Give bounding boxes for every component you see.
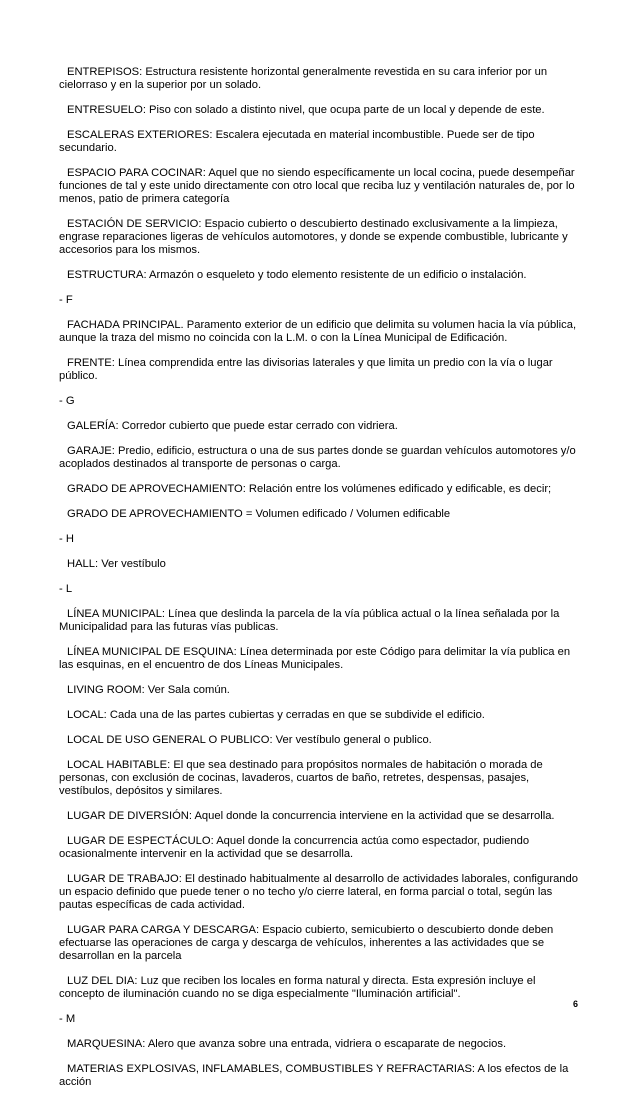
section-letter: - M <box>59 1013 76 1025</box>
definition-paragraph: LÍNEA MUNICIPAL: Línea que deslinda la parcela de la vía pública actual o la línea señalada por la Municipalidad para las futuras vías publicas. <box>59 608 560 633</box>
definition-paragraph: ENTRESUELO: Piso con solado a distinto nivel, que ocupa parte de un local y depende de este. <box>67 104 545 116</box>
section-letter: - G <box>59 395 75 407</box>
definition-paragraph: LOCAL HABITABLE: El que sea destinado para propósitos normales de habitación o morada de personas, con exclusión de cocinas, lavaderos, cuartos de baño, retretes, despensas, pasajes, vestíbulos, depósitos y similares. <box>59 759 543 797</box>
definition-paragraph: LUGAR DE ESPECTÁCULO: Aquel donde la concurrencia actúa como espectador, pudiendo ocasionalmente intervenir en la actividad que se desarrolla. <box>59 835 530 860</box>
section-letter: - H <box>59 533 74 545</box>
definition-paragraph: GRADO DE APROVECHAMIENTO = Volumen edificado / Volumen edificable <box>67 508 451 520</box>
definition-paragraph: GARAJE: Predio, edificio, estructura o una de sus partes donde se guardan vehículos automotores y/o acoplados destinados al transporte de personas o carga. <box>59 445 576 470</box>
definition-paragraph: ENTREPISOS: Estructura resistente horizontal generalmente revestida en su cara inferior por un cielorraso y en la superior por un solado. <box>59 66 548 91</box>
document-body <box>59 66 581 1101</box>
definition-paragraph: LUGAR DE DIVERSIÓN: Aquel donde la concurrencia interviene en la actividad que se desarrolla. <box>67 810 555 822</box>
definition-paragraph: FACHADA PRINCIPAL. Paramento exterior de un edificio que delimita su volumen hacia la vía pública, aunque la traza del mismo no coincida con la L.M. o con la Línea Municipal de Edificación. <box>59 319 577 344</box>
definition-paragraph: MARQUESINA: Alero que avanza sobre una entrada, vidriera o escaparate de negocios. <box>67 1038 507 1050</box>
definition-paragraph: ESCALERAS EXTERIORES: Escalera ejecutada en material incombustible. Puede ser de tipo secundario. <box>59 129 535 154</box>
definition-paragraph: HALL: Ver vestíbulo <box>67 558 166 570</box>
definition-paragraph: LUZ DEL DIA: Luz que reciben los locales en forma natural y directa. Esta expresión incluye el concepto de iluminación cuando no se diga especialmente "Iluminación artificial". <box>59 975 536 1000</box>
definition-paragraph: LIVING ROOM: Ver Sala común. <box>67 684 230 696</box>
definition-paragraph: GRADO DE APROVECHAMIENTO: Relación entre los volúmenes edificado y edificable, es decir; <box>67 483 552 495</box>
definition-paragraph: LÍNEA MUNICIPAL DE ESQUINA: Línea determinada por este Código para delimitar la vía publica en las esquinas, en el encuentro de dos Líneas Municipales. <box>59 646 571 671</box>
definition-paragraph: LOCAL: Cada una de las partes cubiertas y cerradas en que se subdivide el edificio. <box>67 709 485 721</box>
definition-paragraph: FRENTE: Línea comprendida entre las divisorias laterales y que limita un predio con la vía o lugar público. <box>59 357 553 382</box>
definition-paragraph: ESTACIÓN DE SERVICIO: Espacio cubierto o descubierto destinado exclusivamente a la limpieza, engrase reparaciones ligeras de vehículos automotores, y donde se expende combustible, lubricante y accesorios para los mismos. <box>59 218 568 256</box>
definition-paragraph: GALERÍA: Corredor cubierto que puede estar cerrado con vidriera. <box>67 420 398 432</box>
definition-paragraph: ESTRUCTURA: Armazón o esqueleto y todo elemento resistente de un edificio o instalación. <box>67 269 527 281</box>
section-letter: - F <box>59 294 73 306</box>
definition-paragraph: LOCAL DE USO GENERAL O PUBLICO: Ver vestíbulo general o publico. <box>67 734 432 746</box>
page-number: 6 <box>572 999 578 1009</box>
definition-paragraph: ESPACIO PARA COCINAR: Aquel que no siendo específicamente un local cocina, puede desempeñar funciones de tal y este unido directamente con otro local que reciba luz y ventilación naturales de, por lo menos, patio de primera categoría <box>59 167 575 205</box>
definition-paragraph: MATERIAS EXPLOSIVAS, INFLAMABLES, COMBUSTIBLES Y REFRACTARIAS: A los efectos de la acción <box>59 1063 569 1088</box>
section-letter: - L <box>59 583 73 595</box>
definition-paragraph: LUGAR PARA CARGA Y DESCARGA: Espacio cubierto, semicubierto o descubierto donde deben efectuarse las operaciones de carga y descarga de vehículos, inherentes a las actividades que se desarrollan en la parcela <box>59 924 554 962</box>
definition-paragraph: LUGAR DE TRABAJO: El destinado habitualmente al desarrollo de actividades laborales, configurando un espacio definido que puede tener o no techo y/o cierre lateral, en forma parcial o total, según las pautas específicas de cada actividad. <box>59 873 578 911</box>
